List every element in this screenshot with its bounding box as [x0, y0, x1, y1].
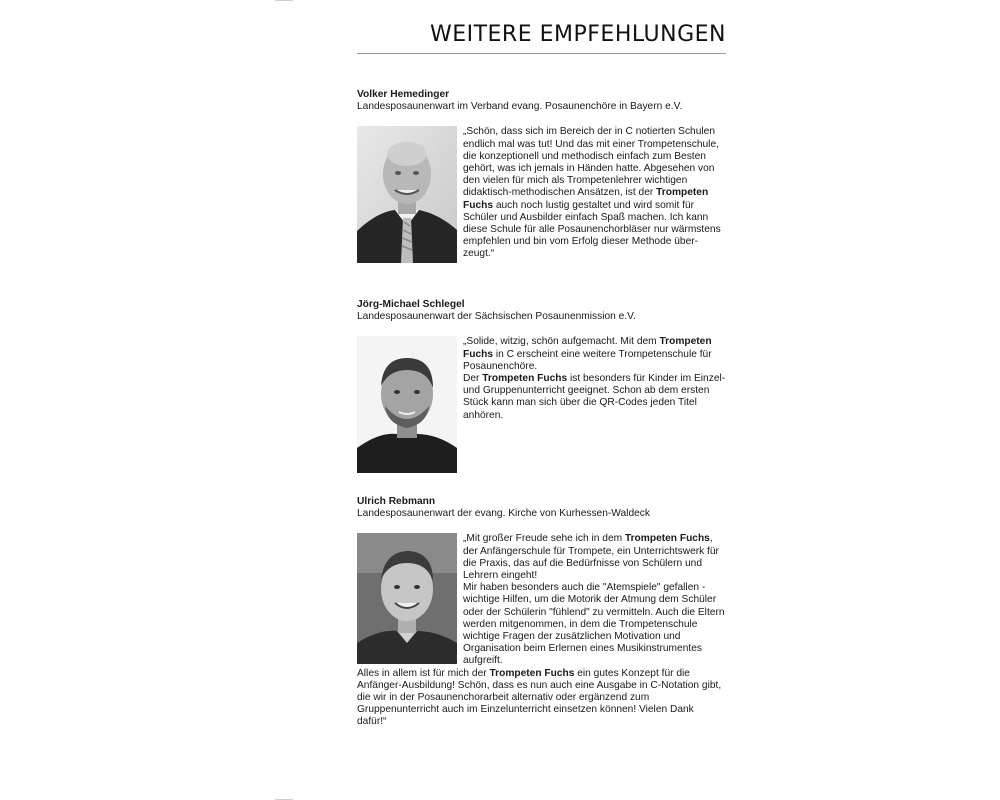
testimonial-role: Landesposaunenwart der evang. Kirche von Kurhessen-Waldeck: [357, 508, 650, 520]
product-name-emphasis: Trompeten Fuchs: [624, 533, 710, 545]
testimonial-role: Landesposaunenwart im Verband evang. Posaunenchöre in Bayern e.V.: [357, 101, 683, 113]
page-title: WEITERE EMPFEHLUNGEN: [429, 22, 726, 47]
quote-text: Alles in allem ist für mich der: [357, 667, 490, 679]
quote-text: „Schön, dass sich im Bereich der in C notierten Schulen endlich mal was tut! Und das mit einer Trompetenschule, die konzeptionell und methodisch einfach zum Besten gehört, was ich jemals in Händen hatte. Abgesehen von den vielen für mich als Trompetenlehrer wichtigen didaktisch-methodischen Ansätzen, ist der: [463, 126, 719, 199]
quote-text: ein gutes Konzept für die Anfänger-Ausbildung! Schön, dass es nun auch eine Ausgabe in C-Notation gibt, die wir in der Posaunenchorarbeit alternativ oder ergänzend zum Gruppenunterricht auch im Einzelunterricht einsetzen können! Vielen Dank dafür!“: [357, 667, 722, 728]
testimonial-name: Ulrich Rebmann: [357, 496, 436, 507]
crop-mark-top: [275, 0, 293, 1]
product-name-emphasis: Trompeten Fuchs: [489, 667, 575, 679]
portrait-photo: [357, 533, 457, 664]
product-name-emphasis: Trompeten Fuchs: [463, 187, 709, 211]
testimonial-rebmann: [357, 496, 726, 729]
quote-text: in C erscheint eine weitere Trompetenschule für Posaunenchöre.: [463, 348, 712, 372]
portrait-photo: [357, 126, 457, 263]
testimonial-role: Landesposaunenwart der Sächsischen Posaunenmission e.V.: [357, 311, 636, 323]
portrait-photo: [357, 336, 457, 473]
quote-text: „Solide, witzig, schön aufgemacht. Mit dem: [463, 336, 660, 348]
quote-text: „Mit großer Freude sehe ich in dem: [463, 533, 625, 545]
quote-text: , der Anfängerschule für Trompete, ein Unterrichtswerk für die Praxis, das auf die Bedürfnisse von Schülern und Lehrern eingeht!: [463, 533, 719, 582]
title-divider: [357, 53, 726, 54]
product-name-emphasis: Trompeten Fuchs: [463, 336, 712, 360]
testimonial-schlegel: [357, 299, 726, 475]
testimonial-name: Jörg-Michael Schlegel: [357, 299, 465, 310]
testimonial-name: Volker Hemedinger: [357, 89, 450, 100]
person-portrait-icon: [357, 533, 457, 664]
person-portrait-icon: [357, 336, 457, 473]
product-name-emphasis: Trompeten Fuchs: [482, 373, 568, 385]
quote-text: auch noch lustig gestaltet und wird somit für Schüler und Ausbilder einfach Spaß machen. Ich kann diese Schule für alle Posaunenchorbläser nur wärmstens empfehlen und bin vom Erfolg dieser Methode über-zeugt.“: [463, 199, 721, 260]
quote-text: Der: [463, 373, 483, 385]
quote-text: Mir haben besonders auch die "Atemspiele" gefallen - wichtige Hilfen, um die Motorik der Atmung dem Schüler oder der Schülerin "fühlend" zu vermitteln. Auch die Eltern werden mitgenommen, in dem die Trompetenschule wichtige Fragen der zusätzlichen Motivation und Organisation beim Erlernen eines Musikinstrumentes aufgreift.: [463, 582, 725, 667]
quote-text: ist besonders für Kinder im Einzel- und Gruppenunterricht geeignet. Schon ab dem ersten Stück kann man sich über die QR-Codes jeden Titel anhören.: [463, 373, 726, 421]
person-portrait-icon: [357, 126, 457, 263]
testimonial-hemedinger: [357, 89, 726, 265]
